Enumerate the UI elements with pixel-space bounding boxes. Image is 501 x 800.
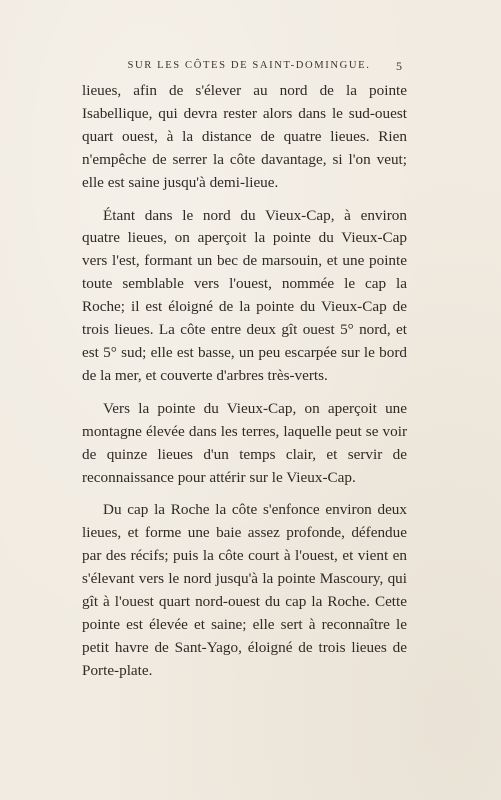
paragraph: Étant dans le nord du Vieux-Cap, à environ quatre lieues, on aperçoit la pointe du Vieux-Cap vers l'est, formant un bec de marsouin, et une pointe toute semblable vers l'ouest, nommée le cap la Roche; il est éloigné de la pointe du Vieux-Cap de trois lieues. La côte entre deux gît ouest 5° nord, et est 5° sud; elle est basse, un peu escarpée sur le bord de la mer, et couverte d'arbres très-verts. [82, 206, 407, 384]
body-text [82, 80, 407, 693]
paragraph: Du cap la Roche la côte s'enfonce environ deux lieues, et forme une baie assez profonde, défendue par des récifs; puis la côte court à l'ouest, et vient en s'élevant vers le nord jusqu'à la pointe Mascoury, qui gît à l'ouest quart nord-ouest du cap la Roche. Cette pointe est élevée et saine; elle sert à reconnaître le petit havre de Sant-Yago, éloigné de trois lieues de Porte-plate. [82, 501, 407, 679]
paragraph: lieues, afin de s'élever au nord de la pointe Isabellique, qui devra rester alors dans le sud-ouest quart ouest, à la distance de quatre lieues. Rien n'empêche de serrer la côte davantage, si l'on veut; elle est saine jusqu'à demi-lieue. [82, 82, 407, 191]
running-title: SUR LES CÔTES DE SAINT-DOMINGUE. [127, 60, 371, 71]
paragraph: Vers la pointe du Vieux-Cap, on aperçoit une montagne élevée dans les terres, laquelle peut se voir de quinze lieues d'un temps clair, et servir de reconnaissance pour attérir sur le Vieux-Cap. [82, 399, 407, 486]
page-number: 5 [396, 59, 402, 73]
